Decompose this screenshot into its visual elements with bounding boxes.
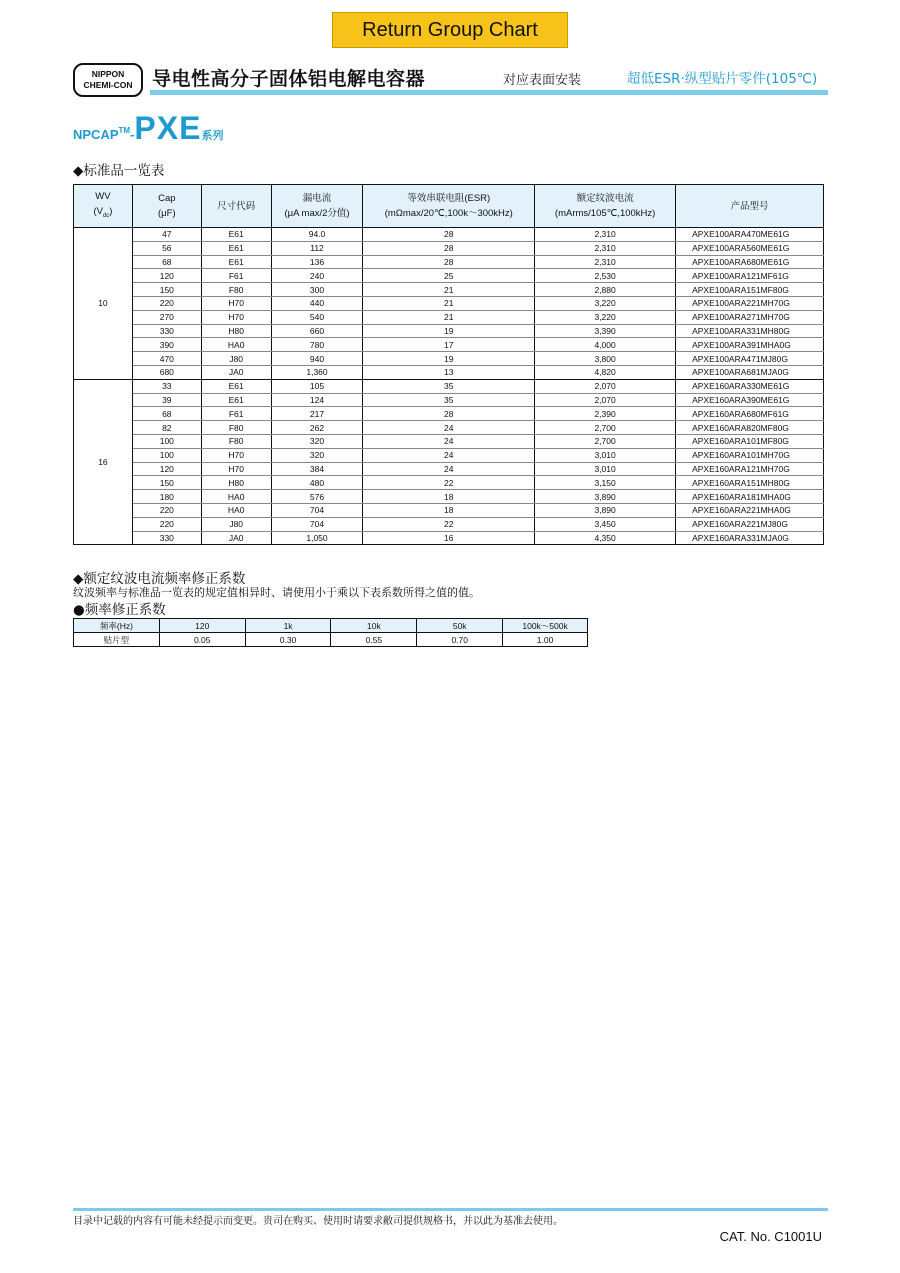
leak-cell: 440 (271, 296, 363, 310)
header-esr (363, 185, 535, 228)
cap-cell: 39 (132, 393, 201, 407)
ripple-cell: 4,350 (535, 531, 676, 545)
leak-cell: 704 (271, 503, 363, 517)
part-cell: APXE160ARA221MJ80G (676, 517, 824, 531)
esr-cell: 24 (363, 421, 535, 435)
size-cell: F61 (201, 269, 271, 283)
size-cell: F61 (201, 407, 271, 421)
table-row (74, 393, 824, 407)
cap-cell: 150 (132, 283, 201, 297)
ripple-cell: 3,890 (535, 490, 676, 504)
table-row (74, 310, 824, 324)
ripple-cell: 2,070 (535, 379, 676, 393)
page-subtitle: 对应表面安装 (503, 73, 582, 88)
ripple-cell: 2,070 (535, 393, 676, 407)
esr-cell: 35 (363, 393, 535, 407)
cap-cell: 330 (132, 531, 201, 545)
cap-cell: 82 (132, 421, 201, 435)
ripple-cell: 2,700 (535, 434, 676, 448)
esr-cell: 28 (363, 241, 535, 255)
header-ripple-l2: (mArms/105℃,100kHz) (554, 208, 656, 219)
freq-correction-subtitle: ●频率修正系数 (73, 602, 166, 618)
leak-cell: 480 (271, 476, 363, 490)
freq-header-cell: 100k〜500k (503, 619, 588, 633)
esr-cell: 21 (363, 283, 535, 297)
esr-cell: 21 (363, 296, 535, 310)
cap-cell: 100 (132, 448, 201, 462)
esr-cell: 25 (363, 269, 535, 283)
size-cell: H70 (201, 296, 271, 310)
esr-cell: 18 (363, 503, 535, 517)
cap-cell: 100 (132, 434, 201, 448)
ripple-cell: 2,880 (535, 283, 676, 297)
ripple-cell: 2,310 (535, 241, 676, 255)
cap-cell: 330 (132, 324, 201, 338)
wv-cell: 16 (74, 379, 133, 545)
cap-cell: 68 (132, 407, 201, 421)
size-cell: J80 (201, 352, 271, 366)
cap-cell: 390 (132, 338, 201, 352)
leak-cell: 384 (271, 462, 363, 476)
leak-cell: 576 (271, 490, 363, 504)
freq-coefficient-row (74, 633, 588, 647)
header-cap-l2: (μF) (158, 208, 176, 219)
size-cell: E61 (201, 255, 271, 269)
standard-products-table (73, 184, 824, 545)
part-cell: APXE160ARA221MHA0G (676, 503, 824, 517)
ripple-correction-title: ◆额定纹波电流频率修正系数 (73, 571, 246, 587)
header-leak (271, 185, 363, 228)
size-cell: JA0 (201, 365, 271, 379)
esr-cell: 22 (363, 476, 535, 490)
page-title: 导电性高分子固体铝电解电容器 (152, 68, 426, 90)
size-cell: F80 (201, 434, 271, 448)
size-cell: H80 (201, 476, 271, 490)
esr-cell: 19 (363, 324, 535, 338)
part-cell: APXE100ARA680ME61G (676, 255, 824, 269)
header-size: 尺寸代码 (201, 185, 271, 228)
leak-cell: 780 (271, 338, 363, 352)
series-code: PXE (134, 110, 202, 146)
footer-disclaimer: 目录中记载的内容有可能未经提示而变更。贵司在购买、使用时请要求敝司提供规格书，并以此为基准去使用。 (73, 1216, 563, 1227)
table-row (74, 269, 824, 283)
size-cell: H70 (201, 310, 271, 324)
part-cell: APXE160ARA121MH70G (676, 462, 824, 476)
part-cell: APXE100ARA391MHA0G (676, 338, 824, 352)
series-tm: TM (118, 126, 131, 135)
leak-cell: 124 (271, 393, 363, 407)
header-wv-sub: dc (102, 212, 110, 219)
table-row (74, 462, 824, 476)
return-group-chart-button[interactable]: Return Group Chart (332, 12, 568, 48)
leak-cell: 540 (271, 310, 363, 324)
esr-cell: 35 (363, 379, 535, 393)
ripple-cell: 3,220 (535, 296, 676, 310)
table-row (74, 365, 824, 379)
table-row (74, 296, 824, 310)
table-row (74, 324, 824, 338)
table-row (74, 407, 824, 421)
size-cell: E61 (201, 379, 271, 393)
cap-cell: 470 (132, 352, 201, 366)
ripple-cell: 2,530 (535, 269, 676, 283)
table-row (74, 283, 824, 297)
freq-row-label: 贴片型 (74, 633, 160, 647)
cap-cell: 120 (132, 269, 201, 283)
table-row (74, 434, 824, 448)
ripple-cell: 3,390 (535, 324, 676, 338)
ripple-cell: 2,700 (535, 421, 676, 435)
size-cell: JA0 (201, 531, 271, 545)
freq-coefficient-cell: 1.00 (503, 633, 588, 647)
series-suffix: 系列 (201, 129, 224, 142)
freq-header-cell: 50k (417, 619, 503, 633)
part-cell: APXE100ARA331MH80G (676, 324, 824, 338)
part-cell: APXE160ARA151MH80G (676, 476, 824, 490)
standard-list-title: ◆标准品一览表 (73, 163, 165, 179)
part-cell: APXE160ARA101MF80G (676, 434, 824, 448)
part-cell: APXE100ARA470ME61G (676, 228, 824, 242)
ripple-cell: 3,150 (535, 476, 676, 490)
header-wv-l2: (V (93, 205, 103, 217)
leak-cell: 660 (271, 324, 363, 338)
freq-coefficient-cell: 0.30 (245, 633, 331, 647)
header-part: 产品型号 (676, 185, 824, 228)
size-cell: H70 (201, 448, 271, 462)
cap-cell: 220 (132, 503, 201, 517)
ripple-cell: 4,820 (535, 365, 676, 379)
cap-cell: 47 (132, 228, 201, 242)
part-cell: APXE160ARA390ME61G (676, 393, 824, 407)
leak-cell: 112 (271, 241, 363, 255)
header-cap-l1: Cap (158, 193, 176, 204)
table-row (74, 476, 824, 490)
esr-cell: 21 (363, 310, 535, 324)
freq-header-cell: 1k (245, 619, 331, 633)
cap-cell: 33 (132, 379, 201, 393)
table-row (74, 379, 824, 393)
leak-cell: 136 (271, 255, 363, 269)
leak-cell: 320 (271, 448, 363, 462)
cap-cell: 180 (132, 490, 201, 504)
logo-line1: NIPPON (91, 69, 125, 79)
part-cell: APXE160ARA680MF61G (676, 407, 824, 421)
part-cell: APXE160ARA820MF80G (676, 421, 824, 435)
esr-cell: 24 (363, 434, 535, 448)
esr-cell: 28 (363, 228, 535, 242)
esr-cell: 28 (363, 407, 535, 421)
part-cell: APXE160ARA101MH70G (676, 448, 824, 462)
cap-cell: 220 (132, 517, 201, 531)
table-row (74, 352, 824, 366)
header-wv-close: ) (109, 205, 113, 217)
frequency-correction-table (73, 618, 588, 647)
leak-cell: 217 (271, 407, 363, 421)
esr-cell: 17 (363, 338, 535, 352)
leak-cell: 320 (271, 434, 363, 448)
esr-cell: 13 (363, 365, 535, 379)
freq-coefficient-cell: 0.05 (159, 633, 245, 647)
header-esr-l1: 等效串联电阻(ESR) (407, 193, 491, 204)
freq-header-row (74, 619, 588, 633)
size-cell: E61 (201, 228, 271, 242)
freq-header-label: 频率(Hz) (74, 619, 160, 633)
size-cell: E61 (201, 393, 271, 407)
header-ripple-l1: 额定纹波电流 (576, 193, 634, 204)
size-cell: J80 (201, 517, 271, 531)
series-prefix: NPCAP (73, 127, 119, 142)
leak-cell: 940 (271, 352, 363, 366)
ripple-cell: 3,890 (535, 503, 676, 517)
header-wv-l1: WV (95, 190, 111, 202)
catalog-number: CAT. No. C1001U (719, 1229, 822, 1244)
leak-cell: 1,050 (271, 531, 363, 545)
size-cell: F80 (201, 283, 271, 297)
ripple-cell: 2,310 (535, 228, 676, 242)
header-divider (150, 90, 828, 95)
esr-cell: 28 (363, 255, 535, 269)
size-cell: E61 (201, 241, 271, 255)
part-cell: APXE160ARA181MHA0G (676, 490, 824, 504)
part-cell: APXE160ARA330ME61G (676, 379, 824, 393)
part-cell: APXE100ARA221MH70G (676, 296, 824, 310)
header-ripple (535, 185, 676, 228)
cap-cell: 680 (132, 365, 201, 379)
size-cell: HA0 (201, 338, 271, 352)
cap-cell: 270 (132, 310, 201, 324)
freq-coefficient-cell: 0.55 (331, 633, 417, 647)
part-cell: APXE100ARA471MJ80G (676, 352, 824, 366)
ripple-cell: 2,390 (535, 407, 676, 421)
series-name (73, 110, 223, 147)
table-row (74, 338, 824, 352)
leak-cell: 105 (271, 379, 363, 393)
table-row (74, 490, 824, 504)
part-cell: APXE100ARA560ME61G (676, 241, 824, 255)
header-cap (132, 185, 201, 228)
table-row (74, 241, 824, 255)
ripple-cell: 4,000 (535, 338, 676, 352)
table-row (74, 517, 824, 531)
esr-cell: 16 (363, 531, 535, 545)
header-leak-l1: 漏电流 (302, 193, 332, 204)
ripple-cell: 2,310 (535, 255, 676, 269)
header-leak-l2: (μA max/2分值) (284, 208, 350, 219)
part-cell: APXE160ARA331MJA0G (676, 531, 824, 545)
esr-cell: 24 (363, 462, 535, 476)
table-row (74, 531, 824, 545)
freq-coefficient-cell: 0.70 (417, 633, 503, 647)
wv-cell: 10 (74, 228, 133, 380)
ripple-cell: 3,220 (535, 310, 676, 324)
cap-cell: 220 (132, 296, 201, 310)
cap-cell: 150 (132, 476, 201, 490)
leak-cell: 262 (271, 421, 363, 435)
esr-cell: 19 (363, 352, 535, 366)
table-row (74, 503, 824, 517)
size-cell: F80 (201, 421, 271, 435)
esr-cell: 24 (363, 448, 535, 462)
leak-cell: 240 (271, 269, 363, 283)
part-cell: APXE100ARA681MJA0G (676, 365, 824, 379)
freq-header-cell: 120 (159, 619, 245, 633)
leak-cell: 704 (271, 517, 363, 531)
footer-divider (73, 1208, 828, 1211)
table-row (74, 448, 824, 462)
ripple-cell: 3,010 (535, 448, 676, 462)
size-cell: HA0 (201, 503, 271, 517)
nippon-chemi-con-logo (73, 63, 143, 97)
ripple-cell: 3,800 (535, 352, 676, 366)
logo-line2: CHEMI-CON (83, 80, 133, 90)
leak-cell: 1,360 (271, 365, 363, 379)
cap-cell: 120 (132, 462, 201, 476)
table-row (74, 421, 824, 435)
part-cell: APXE100ARA151MF80G (676, 283, 824, 297)
series-dash: - (130, 127, 135, 142)
size-cell: HA0 (201, 490, 271, 504)
esr-cell: 18 (363, 490, 535, 504)
product-category: 超低ESR·纵型贴片零件(105℃) (627, 71, 818, 87)
ripple-cell: 3,010 (535, 462, 676, 476)
size-cell: H80 (201, 324, 271, 338)
header-wv (74, 185, 133, 228)
cap-cell: 68 (132, 255, 201, 269)
size-cell: H70 (201, 462, 271, 476)
cap-cell: 56 (132, 241, 201, 255)
freq-header-cell: 10k (331, 619, 417, 633)
ripple-correction-note: 纹波频率与标准品一览表的规定值相异时、请使用小于乘以下表系数所得之值的值。 (73, 586, 480, 599)
header-esr-l2: (mΩmax/20℃,100k〜300kHz) (384, 208, 513, 219)
part-cell: APXE100ARA271MH70G (676, 310, 824, 324)
part-cell: APXE100ARA121MF61G (676, 269, 824, 283)
leak-cell: 94.0 (271, 228, 363, 242)
table-header-row (74, 185, 824, 228)
ripple-cell: 3,450 (535, 517, 676, 531)
leak-cell: 300 (271, 283, 363, 297)
table-row (74, 228, 824, 242)
table-row (74, 255, 824, 269)
esr-cell: 22 (363, 517, 535, 531)
